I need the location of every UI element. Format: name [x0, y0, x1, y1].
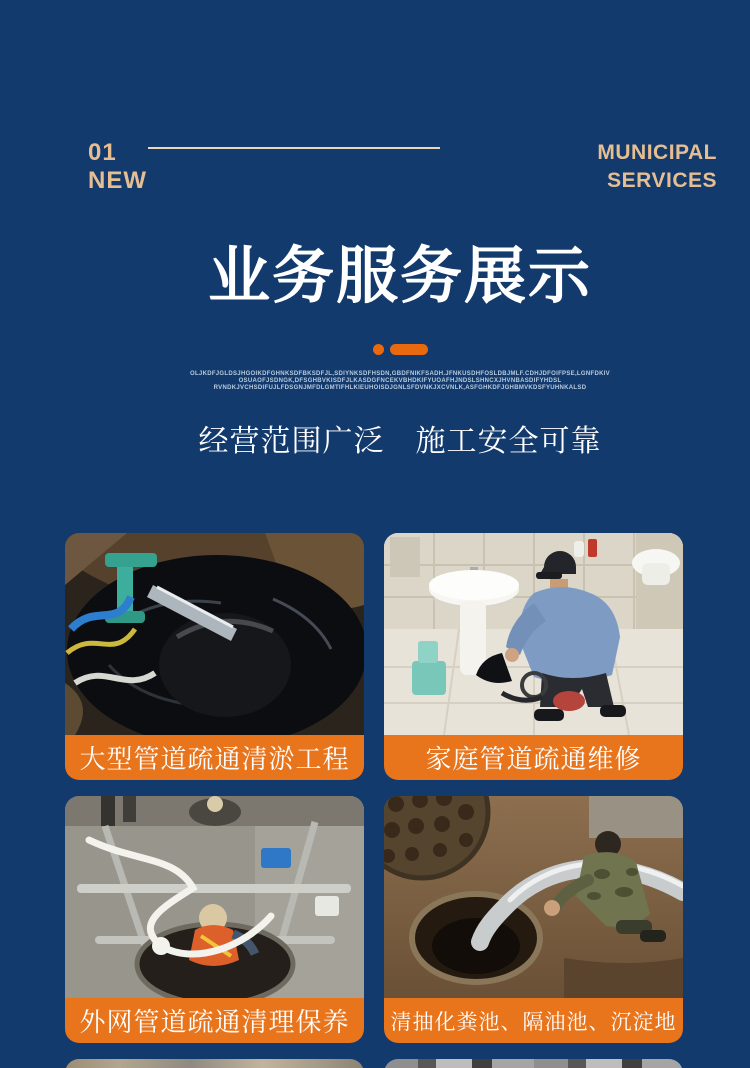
- section-number-block: [88, 139, 147, 195]
- service-card-septic-tank-pumping[interactable]: [384, 796, 683, 1043]
- service-label: 大型管道疏通清淤工程: [65, 735, 364, 780]
- home-drain-repair-photo: [384, 533, 683, 735]
- fineprint-line-1: OLJKDFJGLDSJHGOIKDFGHNKSDFBKSDFJL,SDIYNKSDFHSDN,GBDFNIKFSADH.JFNKUSDHFOSLDBJMLF.CDHJDFOIFPSE,LGNFDKIV: [190, 371, 610, 377]
- next-row-photo-right-partial[interactable]: [384, 1059, 683, 1068]
- title-decor: [25, 344, 750, 355]
- service-label: 家庭管道疏通维修: [384, 735, 683, 780]
- header-right-line2: SERVICES: [607, 169, 717, 192]
- service-label: 外网管道疏通清理保养: [65, 998, 364, 1043]
- page-subtitle: 经营范围广泛 施工安全可靠: [198, 425, 602, 458]
- septic-tank-pumping-photo: [384, 796, 683, 998]
- service-card-large-pipeline-dredging[interactable]: [65, 533, 364, 780]
- header-right-line1: MUNICIPAL: [597, 141, 717, 164]
- decor-dash-icon: [390, 344, 428, 355]
- section-tag: NEW: [88, 167, 147, 194]
- outdoor-pipeline-maintenance-photo: [65, 796, 364, 998]
- page-title: 业务服务展示: [207, 242, 592, 311]
- fineprint-line-2: OSUAOFJSDNGK,DFSGHBVKISDFJLKASDGFNCEKVBHDKIFYUOAFHJNDSLSHNCXJHVNBASDIFYHDSL: [238, 378, 562, 384]
- header-divider-line: [148, 147, 440, 149]
- section-number: 01: [88, 139, 117, 166]
- service-card-grid: [65, 533, 683, 1068]
- service-label: 清抽化粪池、隔油池、沉淀地: [384, 998, 683, 1043]
- next-row-photo-left-partial[interactable]: [65, 1059, 364, 1068]
- large-pipeline-dredging-photo: [65, 533, 364, 735]
- fineprint-line-3: RVNDKJVCHSDIFUJLFDSGNJMFDLGMTIFHLKIEUHOISDJGNLSFDVNKJXCVNLK,ASFGHKDFJGHBMVKDSFYUHNKALSD: [213, 385, 587, 391]
- decor-dot-icon: [373, 344, 384, 355]
- service-card-home-drain-repair[interactable]: [384, 533, 683, 780]
- decorative-fineprint: [25, 371, 750, 392]
- header-right-title: [597, 139, 717, 195]
- service-card-outdoor-pipeline-maintenance[interactable]: [65, 796, 364, 1043]
